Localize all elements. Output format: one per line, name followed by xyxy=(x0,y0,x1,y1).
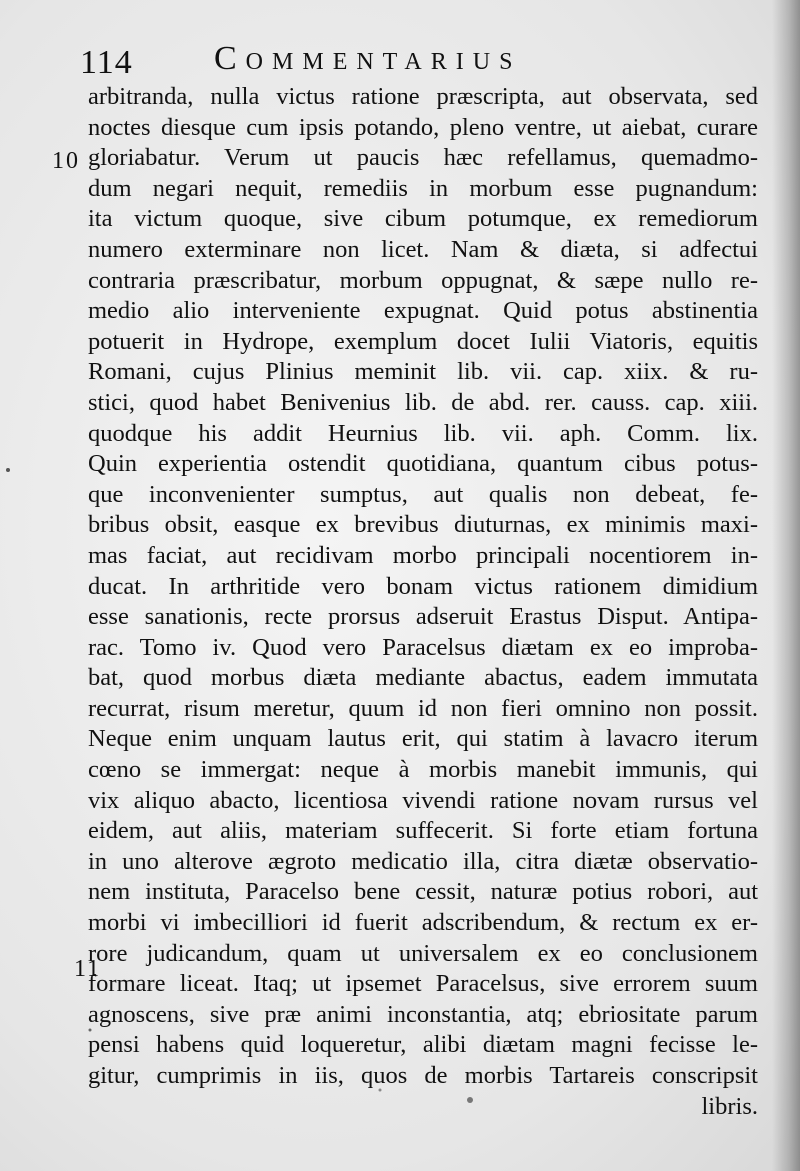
text-line: potuerit in Hydrope, exemplum docet Iulii Viatoris, equitis xyxy=(88,327,758,355)
text-line: stici, quod habet Benivenius lib. de abd. rer. causs. cap. xiii. xyxy=(88,388,758,416)
text-line: ita victum quoque, sive cibum potumque, ex remediorum xyxy=(88,205,758,233)
text-line: mas faciat, aut recidivam morbo principali nocentiorem in- xyxy=(88,541,758,569)
text-line: gitur, cumprimis in iis, quos de morbis Tartareis conscripsit xyxy=(88,1062,758,1089)
text-line: bat, quod morbus diæta mediante abactus, eadem immutata xyxy=(88,664,758,692)
text-line: rore judicandum, quam ut universalem ex eo conclusionem xyxy=(88,939,758,967)
text-line: medio alio interveniente expugnat. Quid potus abstinentia xyxy=(88,297,758,325)
text-line: Romani, cujus Plinius meminit lib. vii. cap. xiix. & ru- xyxy=(88,358,758,386)
text-line: cœno se immergat: neque à morbis manebit immunis, qui xyxy=(88,756,758,784)
text-line: vix aliquo abacto, licentiosa vivendi ratione novam rursus vel xyxy=(88,786,758,814)
text-line: dum negari nequit, remediis in morbum esse pugnandum: xyxy=(88,174,758,202)
text-line: bribus obsit, easque ex brevibus diuturnas, ex minimis maxi- xyxy=(88,511,758,539)
text-line: numero exterminare non licet. Nam & diæta, si adfectui xyxy=(88,235,758,263)
text-line: Neque enim unquam lautus erit, qui statim à lavacro iterum xyxy=(88,725,758,753)
text-line: eidem, aut aliis, materiam suffecerit. Si forte etiam fortuna xyxy=(88,817,758,845)
text-line: recurrat, risum meretur, quum id non fieri omnino non possit. xyxy=(88,694,758,722)
text-line: que inconvenienter sumptus, aut qualis non debeat, fe- xyxy=(88,480,758,508)
text-line: quodque his addit Heurnius lib. vii. aph. Comm. lix. xyxy=(88,419,758,447)
page-edge-shadow xyxy=(772,0,800,1171)
page-number: 114 xyxy=(80,44,133,81)
margin-note-10: 10 xyxy=(52,148,80,174)
text-line: nem instituta, Paracelso bene cessit, naturæ potius robori, aut xyxy=(88,878,758,906)
running-head: Commentarius xyxy=(214,40,522,77)
text-line: esse sanationis, recte prorsus adseruit Erastus Disput. Antipa- xyxy=(88,603,758,631)
text-line: rac. Tomo iv. Quod vero Paracelsus diætam ex eo improba- xyxy=(88,633,758,661)
body-text xyxy=(88,82,758,1122)
text-line: contraria præscribatur, morbum oppugnat, & sæpe nullo re- xyxy=(88,266,758,294)
text-line: noctes diesque cum ipsis potando, pleno ventre, ut aiebat, curare xyxy=(88,113,758,141)
text-line: arbitranda, nulla victus ratione præscripta, aut observata, sed xyxy=(88,83,758,110)
margin-note-11: 11 xyxy=(74,956,102,982)
text-line: gloriabatur. Verum ut paucis hæc refellamus, quemadmo- xyxy=(88,144,758,172)
text-line: in uno alterove ægroto medicatio illa, citra diætæ observatio- xyxy=(88,847,758,875)
text-line: pensi habens quid loqueretur, alibi diætam magni fecisse le- xyxy=(88,1031,758,1059)
text-line: morbi vi imbecilliori id fuerit adscribendum, & rectum ex er- xyxy=(88,909,758,937)
text-line-last: libris. xyxy=(701,1092,758,1120)
text-line: agnoscens, sive præ animi inconstantia, atq; ebriositate parum xyxy=(88,1000,758,1028)
text-line: formare liceat. Itaq; ut ipsemet Paracelsus, sive errorem suum xyxy=(88,970,758,998)
text-line: ducat. In arthritide vero bonam victus rationem dimidium xyxy=(88,572,758,600)
text-line: Quin experientia ostendit quotidiana, quantum cibus potus- xyxy=(88,450,758,478)
